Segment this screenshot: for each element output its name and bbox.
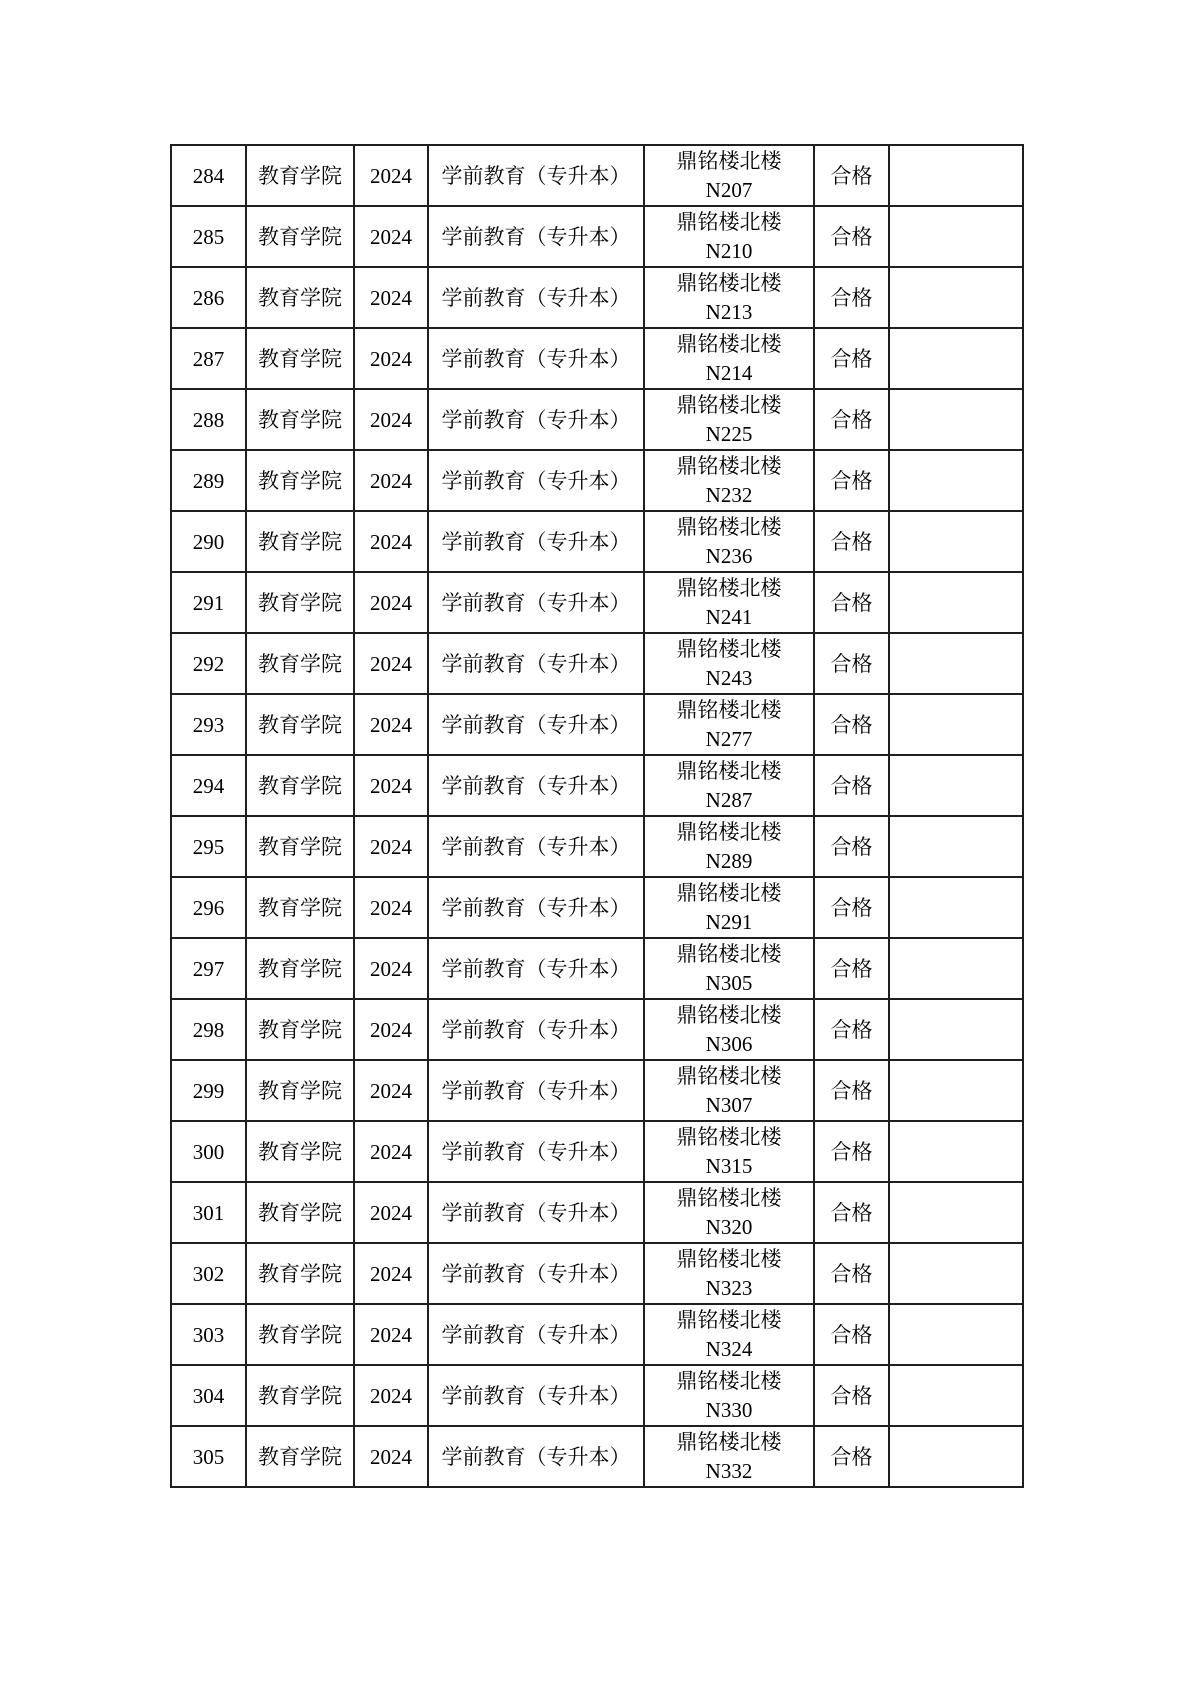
note-cell xyxy=(889,511,1023,572)
row-number-cell: 293 xyxy=(171,694,246,755)
building-line: 鼎铭楼北楼 xyxy=(676,1063,782,1088)
note-cell xyxy=(889,1182,1023,1243)
major-cell: 学前教育（专升本） xyxy=(428,145,644,206)
major-cell: 学前教育（专升本） xyxy=(428,267,644,328)
major-cell: 学前教育（专升本） xyxy=(428,694,644,755)
result-cell: 合格 xyxy=(814,1304,889,1365)
year-cell: 2024 xyxy=(354,267,428,328)
note-cell xyxy=(889,877,1023,938)
exam-room-cell xyxy=(644,1304,814,1365)
result-cell: 合格 xyxy=(814,389,889,450)
note-cell xyxy=(889,1060,1023,1121)
exam-room-cell xyxy=(644,572,814,633)
row-number-cell: 290 xyxy=(171,511,246,572)
note-cell xyxy=(889,206,1023,267)
note-cell xyxy=(889,450,1023,511)
building-line: 鼎铭楼北楼 xyxy=(676,880,782,905)
major-cell: 学前教育（专升本） xyxy=(428,206,644,267)
building-line: 鼎铭楼北楼 xyxy=(676,331,782,356)
year-cell: 2024 xyxy=(354,633,428,694)
college-cell: 教育学院 xyxy=(246,145,354,206)
building-line: 鼎铭楼北楼 xyxy=(676,1307,782,1332)
year-cell: 2024 xyxy=(354,1182,428,1243)
exam-room-cell xyxy=(644,328,814,389)
major-cell: 学前教育（专升本） xyxy=(428,572,644,633)
row-number-cell: 286 xyxy=(171,267,246,328)
note-cell xyxy=(889,755,1023,816)
college-cell: 教育学院 xyxy=(246,999,354,1060)
table-row xyxy=(171,755,1023,816)
exam-room-cell xyxy=(644,206,814,267)
major-cell: 学前教育（专升本） xyxy=(428,999,644,1060)
college-cell: 教育学院 xyxy=(246,450,354,511)
room-number-line: N210 xyxy=(705,238,753,263)
row-number-cell: 287 xyxy=(171,328,246,389)
year-cell: 2024 xyxy=(354,1426,428,1487)
table-row xyxy=(171,1182,1023,1243)
row-number-cell: 302 xyxy=(171,1243,246,1304)
table-row xyxy=(171,511,1023,572)
major-cell: 学前教育（专升本） xyxy=(428,755,644,816)
exam-room-cell xyxy=(644,1365,814,1426)
room-number-line: N315 xyxy=(705,1153,753,1178)
result-cell: 合格 xyxy=(814,755,889,816)
row-number-cell: 298 xyxy=(171,999,246,1060)
note-cell xyxy=(889,389,1023,450)
room-number-line: N323 xyxy=(705,1275,753,1300)
exam-room-cell xyxy=(644,633,814,694)
table-row xyxy=(171,1243,1023,1304)
college-cell: 教育学院 xyxy=(246,328,354,389)
note-cell xyxy=(889,694,1023,755)
row-number-cell: 292 xyxy=(171,633,246,694)
college-cell: 教育学院 xyxy=(246,267,354,328)
building-line: 鼎铭楼北楼 xyxy=(676,758,782,783)
exam-room-cell xyxy=(644,877,814,938)
college-cell: 教育学院 xyxy=(246,1060,354,1121)
note-cell xyxy=(889,816,1023,877)
college-cell: 教育学院 xyxy=(246,816,354,877)
room-number-line: N289 xyxy=(705,848,753,873)
major-cell: 学前教育（专升本） xyxy=(428,1121,644,1182)
building-line: 鼎铭楼北楼 xyxy=(676,636,782,661)
year-cell: 2024 xyxy=(354,938,428,999)
exam-room-cell xyxy=(644,816,814,877)
building-line: 鼎铭楼北楼 xyxy=(676,270,782,295)
exam-room-cell xyxy=(644,694,814,755)
college-cell: 教育学院 xyxy=(246,389,354,450)
note-cell xyxy=(889,145,1023,206)
note-cell xyxy=(889,1426,1023,1487)
result-cell: 合格 xyxy=(814,1121,889,1182)
college-cell: 教育学院 xyxy=(246,1243,354,1304)
row-number-cell: 295 xyxy=(171,816,246,877)
major-cell: 学前教育（专升本） xyxy=(428,1060,644,1121)
table-row xyxy=(171,1304,1023,1365)
exam-room-cell xyxy=(644,755,814,816)
year-cell: 2024 xyxy=(354,1304,428,1365)
row-number-cell: 288 xyxy=(171,389,246,450)
row-number-cell: 291 xyxy=(171,572,246,633)
row-number-cell: 303 xyxy=(171,1304,246,1365)
result-cell: 合格 xyxy=(814,1060,889,1121)
college-cell: 教育学院 xyxy=(246,877,354,938)
exam-room-cell xyxy=(644,450,814,511)
room-number-line: N225 xyxy=(705,421,753,446)
building-line: 鼎铭楼北楼 xyxy=(676,1185,782,1210)
exam-room-cell xyxy=(644,1426,814,1487)
row-number-cell: 297 xyxy=(171,938,246,999)
major-cell: 学前教育（专升本） xyxy=(428,1304,644,1365)
exam-roster-table xyxy=(170,144,1024,1488)
room-number-line: N213 xyxy=(705,299,753,324)
major-cell: 学前教育（专升本） xyxy=(428,1426,644,1487)
major-cell: 学前教育（专升本） xyxy=(428,328,644,389)
exam-room-cell xyxy=(644,938,814,999)
note-cell xyxy=(889,328,1023,389)
room-number-line: N232 xyxy=(705,482,753,507)
row-number-cell: 299 xyxy=(171,1060,246,1121)
year-cell: 2024 xyxy=(354,999,428,1060)
major-cell: 学前教育（专升本） xyxy=(428,1182,644,1243)
year-cell: 2024 xyxy=(354,755,428,816)
year-cell: 2024 xyxy=(354,877,428,938)
result-cell: 合格 xyxy=(814,328,889,389)
result-cell: 合格 xyxy=(814,633,889,694)
result-cell: 合格 xyxy=(814,450,889,511)
room-number-line: N330 xyxy=(705,1397,753,1422)
building-line: 鼎铭楼北楼 xyxy=(676,1429,782,1454)
result-cell: 合格 xyxy=(814,999,889,1060)
building-line: 鼎铭楼北楼 xyxy=(676,148,782,173)
table-row xyxy=(171,938,1023,999)
row-number-cell: 300 xyxy=(171,1121,246,1182)
room-number-line: N305 xyxy=(705,970,753,995)
college-cell: 教育学院 xyxy=(246,572,354,633)
result-cell: 合格 xyxy=(814,877,889,938)
room-number-line: N207 xyxy=(705,177,753,202)
exam-room-cell xyxy=(644,1060,814,1121)
note-cell xyxy=(889,1243,1023,1304)
building-line: 鼎铭楼北楼 xyxy=(676,575,782,600)
major-cell: 学前教育（专升本） xyxy=(428,816,644,877)
note-cell xyxy=(889,1121,1023,1182)
building-line: 鼎铭楼北楼 xyxy=(676,514,782,539)
building-line: 鼎铭楼北楼 xyxy=(676,819,782,844)
major-cell: 学前教育（专升本） xyxy=(428,938,644,999)
college-cell: 教育学院 xyxy=(246,1121,354,1182)
row-number-cell: 305 xyxy=(171,1426,246,1487)
table-row xyxy=(171,877,1023,938)
year-cell: 2024 xyxy=(354,694,428,755)
table-row xyxy=(171,328,1023,389)
result-cell: 合格 xyxy=(814,1182,889,1243)
table-row xyxy=(171,816,1023,877)
room-number-line: N332 xyxy=(705,1458,753,1483)
room-number-line: N287 xyxy=(705,787,753,812)
room-number-line: N214 xyxy=(705,360,753,385)
year-cell: 2024 xyxy=(354,206,428,267)
major-cell: 学前教育（专升本） xyxy=(428,1365,644,1426)
exam-room-cell xyxy=(644,145,814,206)
result-cell: 合格 xyxy=(814,1365,889,1426)
table-row xyxy=(171,1426,1023,1487)
row-number-cell: 284 xyxy=(171,145,246,206)
building-line: 鼎铭楼北楼 xyxy=(676,941,782,966)
major-cell: 学前教育（专升本） xyxy=(428,633,644,694)
building-line: 鼎铭楼北楼 xyxy=(676,1002,782,1027)
row-number-cell: 301 xyxy=(171,1182,246,1243)
year-cell: 2024 xyxy=(354,328,428,389)
major-cell: 学前教育（专升本） xyxy=(428,1243,644,1304)
exam-room-cell xyxy=(644,1243,814,1304)
year-cell: 2024 xyxy=(354,816,428,877)
year-cell: 2024 xyxy=(354,511,428,572)
note-cell xyxy=(889,999,1023,1060)
table-row xyxy=(171,450,1023,511)
table-row xyxy=(171,389,1023,450)
exam-room-cell xyxy=(644,1121,814,1182)
note-cell xyxy=(889,633,1023,694)
major-cell: 学前教育（专升本） xyxy=(428,389,644,450)
result-cell: 合格 xyxy=(814,938,889,999)
row-number-cell: 296 xyxy=(171,877,246,938)
year-cell: 2024 xyxy=(354,1121,428,1182)
college-cell: 教育学院 xyxy=(246,938,354,999)
college-cell: 教育学院 xyxy=(246,1365,354,1426)
table-row xyxy=(171,1365,1023,1426)
table-row xyxy=(171,633,1023,694)
year-cell: 2024 xyxy=(354,572,428,633)
year-cell: 2024 xyxy=(354,389,428,450)
room-number-line: N324 xyxy=(705,1336,753,1361)
row-number-cell: 285 xyxy=(171,206,246,267)
room-number-line: N320 xyxy=(705,1214,753,1239)
table-body xyxy=(171,145,1023,1487)
result-cell: 合格 xyxy=(814,145,889,206)
result-cell: 合格 xyxy=(814,267,889,328)
building-line: 鼎铭楼北楼 xyxy=(676,209,782,234)
row-number-cell: 304 xyxy=(171,1365,246,1426)
row-number-cell: 289 xyxy=(171,450,246,511)
college-cell: 教育学院 xyxy=(246,694,354,755)
result-cell: 合格 xyxy=(814,1243,889,1304)
year-cell: 2024 xyxy=(354,1060,428,1121)
room-number-line: N236 xyxy=(705,543,753,568)
exam-room-cell xyxy=(644,999,814,1060)
result-cell: 合格 xyxy=(814,694,889,755)
building-line: 鼎铭楼北楼 xyxy=(676,453,782,478)
room-number-line: N243 xyxy=(705,665,753,690)
college-cell: 教育学院 xyxy=(246,1304,354,1365)
college-cell: 教育学院 xyxy=(246,206,354,267)
building-line: 鼎铭楼北楼 xyxy=(676,1368,782,1393)
result-cell: 合格 xyxy=(814,511,889,572)
major-cell: 学前教育（专升本） xyxy=(428,450,644,511)
college-cell: 教育学院 xyxy=(246,1182,354,1243)
note-cell xyxy=(889,267,1023,328)
table-row xyxy=(171,999,1023,1060)
room-number-line: N306 xyxy=(705,1031,753,1056)
year-cell: 2024 xyxy=(354,1243,428,1304)
exam-room-cell xyxy=(644,389,814,450)
row-number-cell: 294 xyxy=(171,755,246,816)
table-row xyxy=(171,267,1023,328)
note-cell xyxy=(889,938,1023,999)
note-cell xyxy=(889,1365,1023,1426)
table-row xyxy=(171,694,1023,755)
exam-room-cell xyxy=(644,511,814,572)
room-number-line: N277 xyxy=(705,726,753,751)
exam-room-cell xyxy=(644,267,814,328)
note-cell xyxy=(889,572,1023,633)
building-line: 鼎铭楼北楼 xyxy=(676,697,782,722)
building-line: 鼎铭楼北楼 xyxy=(676,392,782,417)
table-row xyxy=(171,1060,1023,1121)
note-cell xyxy=(889,1304,1023,1365)
result-cell: 合格 xyxy=(814,572,889,633)
college-cell: 教育学院 xyxy=(246,755,354,816)
table-row xyxy=(171,1121,1023,1182)
result-cell: 合格 xyxy=(814,1426,889,1487)
year-cell: 2024 xyxy=(354,145,428,206)
major-cell: 学前教育（专升本） xyxy=(428,877,644,938)
table-row xyxy=(171,572,1023,633)
room-number-line: N241 xyxy=(705,604,753,629)
college-cell: 教育学院 xyxy=(246,1426,354,1487)
college-cell: 教育学院 xyxy=(246,633,354,694)
major-cell: 学前教育（专升本） xyxy=(428,511,644,572)
year-cell: 2024 xyxy=(354,450,428,511)
building-line: 鼎铭楼北楼 xyxy=(676,1124,782,1149)
room-number-line: N307 xyxy=(705,1092,753,1117)
year-cell: 2024 xyxy=(354,1365,428,1426)
building-line: 鼎铭楼北楼 xyxy=(676,1246,782,1271)
table-row xyxy=(171,145,1023,206)
room-number-line: N291 xyxy=(705,909,753,934)
exam-room-cell xyxy=(644,1182,814,1243)
college-cell: 教育学院 xyxy=(246,511,354,572)
result-cell: 合格 xyxy=(814,816,889,877)
table-row xyxy=(171,206,1023,267)
result-cell: 合格 xyxy=(814,206,889,267)
